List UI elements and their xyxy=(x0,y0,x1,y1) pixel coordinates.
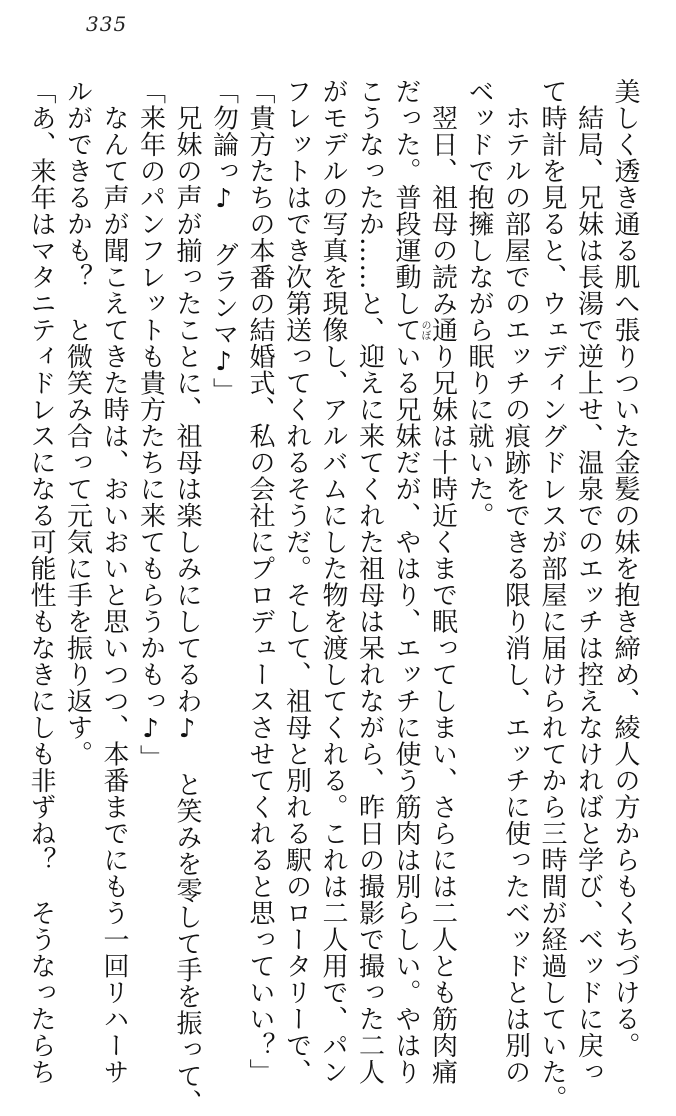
text-line: だった。普段運動している兄妹だが、やはり、エッチに使う筋肉は別らしい。やはり xyxy=(391,78,421,1085)
text-line: ベッドで抱擁しながら眠りに就いた。 xyxy=(464,78,494,529)
text-line: 「貴方たちの本番の結婚式、私の会社にプロデュースさせてくれると思っていい？」 xyxy=(245,78,275,1085)
text-line: ルができるかも？ と微笑み合って元気に手を振り返す。 xyxy=(62,78,93,767)
text-line: 「勿論っ♪ グランマ♪」 xyxy=(208,78,239,404)
text-line: がモデルの写真を現像し、アルバムにした物を渡してくれる。これは二人用で、パン xyxy=(318,78,348,1085)
text-line: 「来年のパンフレットも貴方たちに来てもらうかもっ♪」 xyxy=(135,78,166,771)
text-line: 結局、兄妹は長湯で逆上せ、温泉でのエッチは控えなければと学び、ベッドに戻っ xyxy=(573,78,604,1085)
text-line: こうなったか……と、迎えに来てくれた祖母は呆れながら、昨日の撮影で撮った二人 xyxy=(354,78,385,1085)
text-line: 「あ、来年はマタニティドレスになる可能性もなきにしも非ずね？ そうなったらち xyxy=(26,78,56,1085)
text-line: 兄妹の声が揃ったことに、祖母は楽しみにしてるわ♪ と笑みを零して手を振って、 xyxy=(172,78,202,1116)
page-number: 335 xyxy=(86,12,128,36)
text-line: 美しく透き通る肌へ張りついた金髪の妹を抱き締め、綾人の方からもくちづける。 xyxy=(610,78,640,1059)
text-line: 翌日、祖母の読み通り兄妹は十時近くまで眠ってしまい、さらには二人とも筋肉痛 xyxy=(427,78,458,1085)
body-text xyxy=(26,78,643,1116)
text-line: ホテルの部屋でのエッチの痕跡をできる限り消し、エッチに使ったベッドとは別の xyxy=(500,78,531,1085)
ruby-note: のぼ xyxy=(419,320,430,340)
text-line: て時計を見ると、ウェディングドレスが部屋に届けられてから三時間が経過していた。 xyxy=(537,78,567,1112)
text-line: フレットはでき次第送ってくれるそうだ。そして、祖母と別れる駅のロータリーで、 xyxy=(281,78,312,1085)
text-line: なんて声が聞こえてきた時は、おいおいと思いつつ、本番までにもう一回リハーサ xyxy=(99,78,129,1085)
